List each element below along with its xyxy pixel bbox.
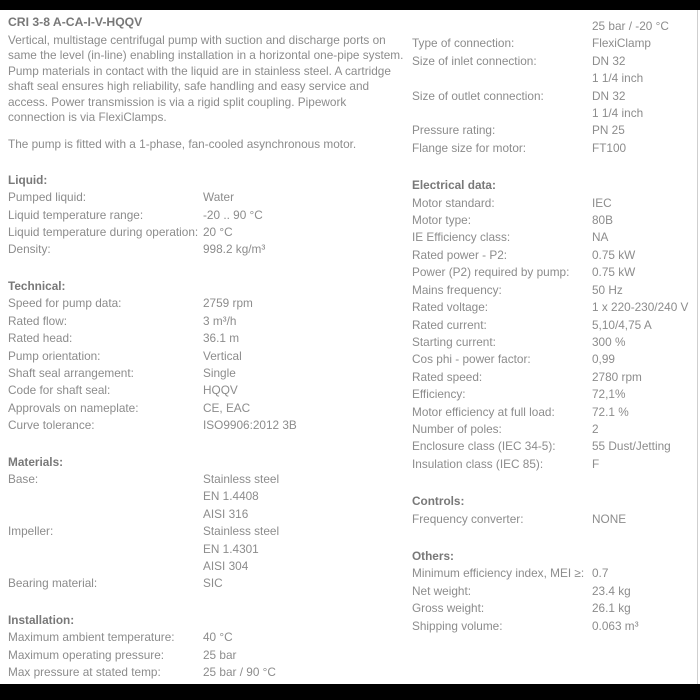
spec-row <box>8 348 406 365</box>
spec-value-line: CE, EAC <box>203 400 251 415</box>
spec-section <box>8 454 406 593</box>
right-column <box>412 10 695 635</box>
spec-label: Size of outlet connection: <box>412 88 544 103</box>
spec-value <box>203 207 406 224</box>
spec-value <box>203 348 406 365</box>
section-heading: Technical: <box>8 278 66 293</box>
spec-value <box>592 247 695 264</box>
spec-section <box>412 548 695 635</box>
spec-value-line: FT100 <box>592 140 627 155</box>
section-heading: Others: <box>412 548 454 563</box>
spec-value <box>203 382 406 399</box>
spec-value <box>592 583 695 600</box>
spec-value <box>203 523 406 575</box>
spec-label: Flange size for motor: <box>412 140 527 155</box>
spec-value <box>592 438 695 455</box>
spec-label: Speed for pump data: <box>8 296 122 311</box>
spec-row <box>8 629 406 646</box>
spec-section <box>412 177 695 473</box>
spec-row <box>8 417 406 434</box>
spec-value-line: 50 Hz <box>592 282 623 297</box>
spec-row <box>412 18 695 35</box>
spec-value-line: 998.2 kg/m³ <box>203 242 266 257</box>
spec-value <box>592 122 695 139</box>
spec-value <box>203 400 406 417</box>
spec-label: Mains frequency: <box>412 282 502 297</box>
spec-label: Insulation class (IEC 85): <box>412 456 544 471</box>
spec-value-line: 2759 rpm <box>203 296 253 311</box>
page-right-border <box>697 10 698 684</box>
spec-value <box>592 18 695 35</box>
spec-value-line: HQQV <box>203 383 238 398</box>
spec-value-line: Stainless steel <box>203 524 280 539</box>
spec-section <box>8 278 406 435</box>
spec-row <box>412 247 695 264</box>
spec-value <box>203 330 406 347</box>
spec-label: Gross weight: <box>412 601 485 616</box>
spec-value-line: AISI 316 <box>203 506 249 521</box>
spec-label: Pump orientation: <box>8 348 101 363</box>
spec-label: Density: <box>8 242 51 257</box>
spec-value <box>592 282 695 299</box>
spec-value <box>592 421 695 438</box>
spec-label: Size of inlet connection: <box>412 53 537 68</box>
spec-rows <box>8 629 406 681</box>
spec-label: Pressure rating: <box>412 123 496 138</box>
spec-row <box>412 351 695 368</box>
spec-value-line: DN 32 <box>592 53 626 68</box>
spec-label: Liquid temperature during operation: <box>8 225 199 240</box>
spec-label: Rated current: <box>412 317 487 332</box>
spec-value-line: 23.4 kg <box>592 583 631 598</box>
spec-row <box>412 299 695 316</box>
spec-label: Bearing material: <box>8 576 98 591</box>
spec-value <box>592 334 695 351</box>
spec-value-line: DN 32 <box>592 88 626 103</box>
bottom-black-bar <box>0 684 700 700</box>
spec-row <box>412 229 695 246</box>
spec-rows <box>412 565 695 635</box>
spec-value-line: ISO9906:2012 3B <box>203 418 297 433</box>
spec-label: Rated power - P2: <box>412 247 508 262</box>
spec-value <box>592 299 695 316</box>
spec-row <box>412 317 695 334</box>
spec-value-line: 26.1 kg <box>592 601 631 616</box>
spec-value <box>203 471 406 523</box>
spec-row <box>8 365 406 382</box>
spec-label: Motor type: <box>412 213 472 228</box>
spec-row <box>8 400 406 417</box>
spec-row <box>8 207 406 224</box>
spec-label: Starting current: <box>412 334 496 349</box>
spec-value-line: AISI 304 <box>203 558 249 573</box>
spec-label: Frequency converter: <box>412 511 524 526</box>
spec-value <box>203 313 406 330</box>
spec-label: Shipping volume: <box>412 618 503 633</box>
spec-row <box>412 511 695 528</box>
spec-value <box>592 386 695 403</box>
spec-label: Rated speed: <box>412 369 483 384</box>
spec-value-line: Stainless steel <box>203 471 280 486</box>
spec-value <box>592 212 695 229</box>
spec-row <box>8 189 406 206</box>
spec-value-line: 3 m³/h <box>203 313 237 328</box>
spec-label: Number of poles: <box>412 421 502 436</box>
spec-row <box>8 330 406 347</box>
spec-value <box>592 88 695 123</box>
spec-value <box>592 264 695 281</box>
spec-value <box>592 229 695 246</box>
spec-value <box>592 456 695 473</box>
spec-value <box>592 35 695 52</box>
spec-row <box>412 421 695 438</box>
spec-row <box>412 583 695 600</box>
spec-label: Code for shaft seal: <box>8 383 111 398</box>
spec-label: Power (P2) required by pump: <box>412 265 570 280</box>
spec-value-line: 40 °C <box>203 630 233 645</box>
spec-value-line: SIC <box>203 576 223 591</box>
spec-value-line: 0,99 <box>592 352 615 367</box>
spec-value-line: NA <box>592 230 609 245</box>
spec-value-line: 25 bar / 90 °C <box>203 665 276 679</box>
spec-row <box>8 313 406 330</box>
spec-label: Motor standard: <box>412 195 495 210</box>
spec-label: Enclosure class (IEC 34-5): <box>412 439 556 454</box>
pump-description: Vertical, multistage centrifugal pump with suction and discharge ports on same the level (in-line) enabling installation in a horizontal one-pipe system. Pump materials in contact with the liquid are in stainless steel. A cartridge shaft seal ensures high reliability, safe handling and easy service and access. Power transmission is via a rigid split coupling. Pipework connection is via FlexiClamps. <box>8 33 404 125</box>
spec-label: Rated head: <box>8 331 73 346</box>
spec-rows <box>412 18 695 157</box>
spec-value <box>203 629 406 646</box>
spec-value-line: Water <box>203 190 235 205</box>
spec-value-line: 0.063 m³ <box>592 618 639 633</box>
spec-label: Pumped liquid: <box>8 190 87 205</box>
spec-value-line: 36.1 m <box>203 331 240 346</box>
spec-section <box>8 172 406 259</box>
spec-label: Liquid temperature range: <box>8 207 144 222</box>
spec-label: Rated flow: <box>8 313 68 328</box>
spec-label: Rated voltage: <box>412 300 489 315</box>
spec-row <box>8 295 406 312</box>
spec-label: Curve tolerance: <box>8 418 95 433</box>
spec-row <box>412 140 695 157</box>
spec-value-line: F <box>592 456 600 471</box>
spec-label: Net weight: <box>412 583 472 598</box>
spec-row <box>412 369 695 386</box>
spec-value-line: IEC <box>592 195 612 210</box>
spec-row <box>8 471 406 523</box>
spec-label: Impeller: <box>8 524 54 539</box>
spec-value-line: 55 Dust/Jetting <box>592 439 671 454</box>
spec-value-line: 300 % <box>592 334 626 349</box>
spec-row <box>8 575 406 592</box>
spec-label: Motor efficiency at full load: <box>412 404 555 419</box>
spec-value <box>203 224 406 241</box>
spec-row <box>8 664 406 681</box>
spec-label: Efficiency: <box>412 387 466 402</box>
spec-value <box>592 369 695 386</box>
spec-label: Maximum ambient temperature: <box>8 630 175 645</box>
left-spec-sections <box>8 172 406 682</box>
spec-row <box>412 53 695 88</box>
spec-value-line: NONE <box>592 511 627 526</box>
spec-value <box>203 189 406 206</box>
spec-value <box>592 565 695 582</box>
spec-value-line: 72,1% <box>592 387 626 402</box>
spec-row <box>412 282 695 299</box>
spec-value-line: 80B <box>592 213 613 228</box>
spec-label: Maximum operating pressure: <box>8 647 165 662</box>
spec-value <box>203 575 406 592</box>
spec-value-line: 2780 rpm <box>592 369 642 384</box>
spec-label: Minimum efficiency index, MEI ≥: <box>412 566 585 581</box>
spec-rows <box>412 195 695 474</box>
spec-value <box>203 647 406 664</box>
spec-rows <box>412 511 695 528</box>
spec-row <box>412 456 695 473</box>
spec-row <box>412 264 695 281</box>
spec-value <box>592 618 695 635</box>
spec-row <box>412 195 695 212</box>
spec-row <box>8 523 406 575</box>
spec-value <box>592 404 695 421</box>
spec-value-line: PN 25 <box>592 123 625 138</box>
spec-rows <box>8 189 406 259</box>
spec-row <box>412 35 695 52</box>
section-heading: Materials: <box>8 454 64 469</box>
spec-label: Base: <box>8 471 39 486</box>
left-column <box>8 10 406 681</box>
section-heading: Electrical data: <box>412 178 496 193</box>
spec-value-line: 25 bar <box>203 647 237 662</box>
spec-label: Approvals on nameplate: <box>8 400 139 415</box>
spec-row <box>8 647 406 664</box>
spec-row <box>8 382 406 399</box>
spec-value <box>592 195 695 212</box>
spec-label <box>412 18 592 35</box>
spec-label: Cos phi - power factor: <box>412 352 531 367</box>
spec-row <box>412 386 695 403</box>
spec-value <box>203 365 406 382</box>
spec-value <box>203 241 406 258</box>
spec-label: Shaft seal arrangement: <box>8 365 134 380</box>
spec-row <box>412 334 695 351</box>
spec-value-line: FlexiClamp <box>592 36 651 51</box>
spec-value-line: 72.1 % <box>592 404 629 419</box>
top-black-bar <box>0 0 700 10</box>
spec-row <box>412 600 695 617</box>
spec-row <box>8 241 406 258</box>
spec-section <box>8 612 406 682</box>
spec-value <box>592 351 695 368</box>
spec-row <box>412 618 695 635</box>
spec-row <box>8 224 406 241</box>
spec-label: Type of connection: <box>412 36 515 51</box>
spec-row <box>412 438 695 455</box>
spec-value-line: 2 <box>592 421 599 436</box>
spec-section <box>412 493 695 528</box>
spec-rows <box>8 471 406 593</box>
spec-value-line: 0.7 <box>592 566 609 581</box>
spec-value <box>592 600 695 617</box>
spec-row <box>412 212 695 229</box>
spec-value-line: 20 °C <box>203 225 233 240</box>
section-heading: Installation: <box>8 612 75 627</box>
spec-row <box>412 565 695 582</box>
spec-value-line: 1 x 220-230/240 V <box>592 300 689 315</box>
section-heading: Liquid: <box>8 172 48 187</box>
spec-value <box>592 53 695 88</box>
spec-value-line: 0.75 kW <box>592 265 636 280</box>
spec-value-line: 1 1/4 inch <box>592 71 644 86</box>
spec-value-line: 0.75 kW <box>592 247 636 262</box>
spec-value <box>203 417 406 434</box>
spec-value-line: Vertical <box>203 348 242 363</box>
spec-label: IE Efficiency class: <box>412 230 511 245</box>
spec-row <box>412 88 695 123</box>
spec-value <box>592 317 695 334</box>
page-title: CRI 3-8 A-CA-I-V-HQQV <box>8 15 143 29</box>
spec-value-line: Single <box>203 365 236 380</box>
spec-rows <box>8 295 406 434</box>
spec-value <box>203 664 406 681</box>
motor-note: The pump is fitted with a 1-phase, fan-cooled asynchronous motor. <box>8 137 357 152</box>
spec-row <box>412 404 695 421</box>
spec-value-line: EN 1.4301 <box>203 541 259 556</box>
spec-value-line: 25 bar / -20 °C <box>592 19 669 33</box>
spec-value-line: -20 .. 90 °C <box>203 207 263 222</box>
spec-label: Max pressure at stated temp: <box>8 665 161 679</box>
spec-section <box>412 18 695 157</box>
spec-value <box>592 140 695 157</box>
spec-value-line: 5,10/4,75 A <box>592 317 652 332</box>
section-heading: Controls: <box>412 494 465 509</box>
spec-value-line: 1 1/4 inch <box>592 106 644 121</box>
spec-value-line: EN 1.4408 <box>203 489 259 504</box>
spec-value <box>592 511 695 528</box>
spec-value <box>203 295 406 312</box>
spec-row <box>412 122 695 139</box>
right-spec-sections <box>412 18 695 635</box>
